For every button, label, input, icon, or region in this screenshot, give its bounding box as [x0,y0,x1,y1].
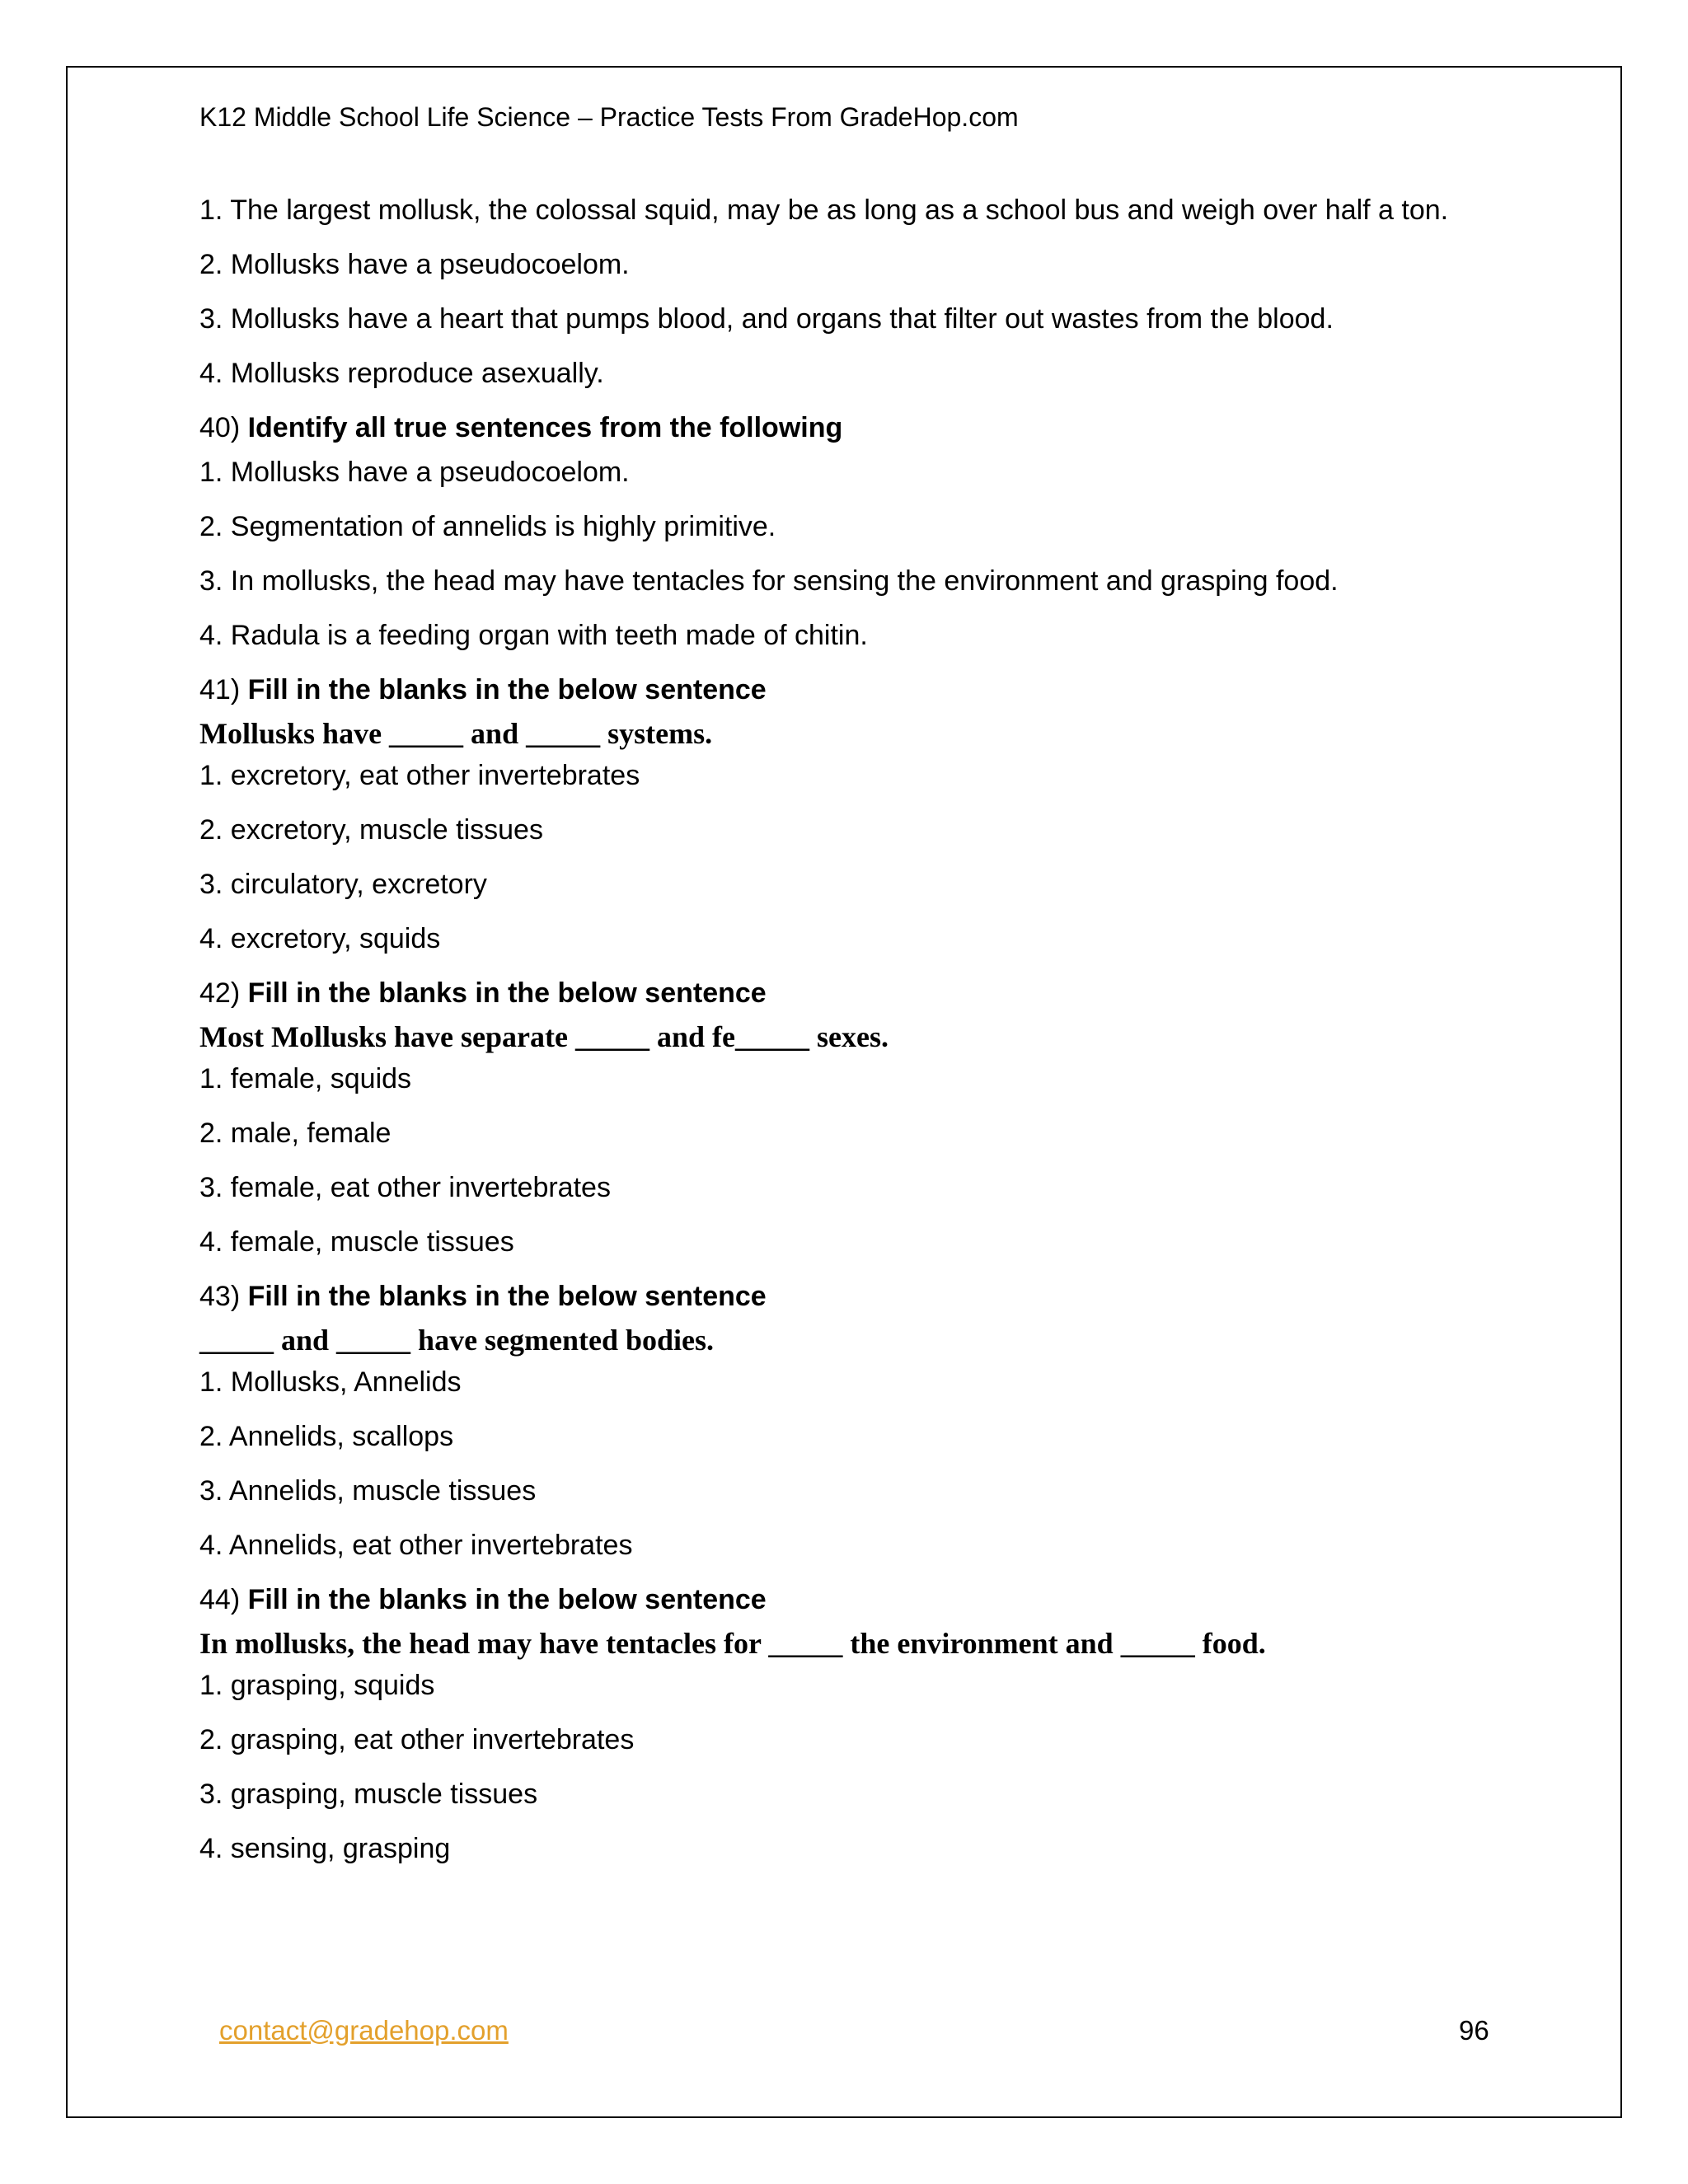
option-item: 4. Radula is a feeding organ with teeth made of chitin. [199,620,868,651]
question-title: Fill in the blanks in the below sentence [247,977,767,1009]
option-item: 1. Mollusks, Annelids [199,1366,462,1398]
question-43 [199,1276,1502,1566]
question-heading [199,1276,1502,1317]
question-number: 42) [199,977,241,1009]
page-number: 96 [1459,2015,1489,2046]
question-heading [199,669,1502,710]
question-44 [199,1579,1502,1869]
question-sentence: Most Mollusks have separate _____ and fe_____ sexes. [199,1020,889,1053]
question-heading [199,972,1502,1014]
page-header: K12 Middle School Life Science – Practice Tests From GradeHop.com [199,102,1019,132]
question-title: Identify all true sentences from the following [247,412,843,443]
option-item: 1. excretory, eat other invertebrates [199,760,640,791]
option-item: 2. Mollusks have a pseudocoelom. [199,249,630,280]
option-item: 4. sensing, grasping [199,1833,451,1864]
contact-email-link[interactable]: contact@gradehop.com [219,2015,509,2046]
question-number: 40) [199,412,241,443]
intro-options [199,190,1502,394]
option-item: 2. Segmentation of annelids is highly primitive. [199,511,776,542]
option-item: 2. excretory, muscle tissues [199,814,543,846]
option-item: 3. grasping, muscle tissues [199,1779,538,1810]
option-item: 2. Annelids, scallops [199,1421,454,1452]
option-item: 4. Annelids, eat other invertebrates [199,1530,633,1561]
option-item: 4. female, muscle tissues [199,1226,514,1258]
question-41 [199,669,1502,959]
question-number: 43) [199,1281,241,1312]
question-title: Fill in the blanks in the below sentence [247,674,767,705]
question-title: Fill in the blanks in the below sentence [247,1281,767,1312]
question-number: 44) [199,1584,241,1615]
question-number: 41) [199,674,241,705]
option-item: 2. male, female [199,1118,392,1149]
option-item: 1. female, squids [199,1063,412,1094]
option-item: 3. Annelids, muscle tissues [199,1475,537,1507]
question-heading [199,407,1502,448]
question-title: Fill in the blanks in the below sentence [247,1584,767,1615]
page-content [199,96,1502,1882]
option-item: 1. grasping, squids [199,1670,435,1701]
question-heading [199,1579,1502,1620]
question-sentence: Mollusks have _____ and _____ systems. [199,717,713,750]
option-item: 4. excretory, squids [199,923,441,954]
option-item: 1. The largest mollusk, the colossal squid, may be as long as a school bus and weigh over half a ton. [199,194,1449,226]
option-item: 3. circulatory, excretory [199,869,487,900]
option-item: 1. Mollusks have a pseudocoelom. [199,457,630,488]
question-sentence: In mollusks, the head may have tentacles for _____ the environment and _____ food. [199,1627,1266,1660]
option-item: 3. Mollusks have a heart that pumps blood, and organs that filter out wastes from the blood. [199,303,1334,335]
option-item: 2. grasping, eat other invertebrates [199,1724,635,1755]
option-item: 3. In mollusks, the head may have tentacles for sensing the environment and grasping food. [199,565,1339,597]
question-40 [199,407,1502,656]
question-42 [199,972,1502,1263]
option-item: 4. Mollusks reproduce asexually. [199,358,604,389]
question-sentence: _____ and _____ have segmented bodies. [199,1324,715,1357]
option-item: 3. female, eat other invertebrates [199,1172,611,1203]
